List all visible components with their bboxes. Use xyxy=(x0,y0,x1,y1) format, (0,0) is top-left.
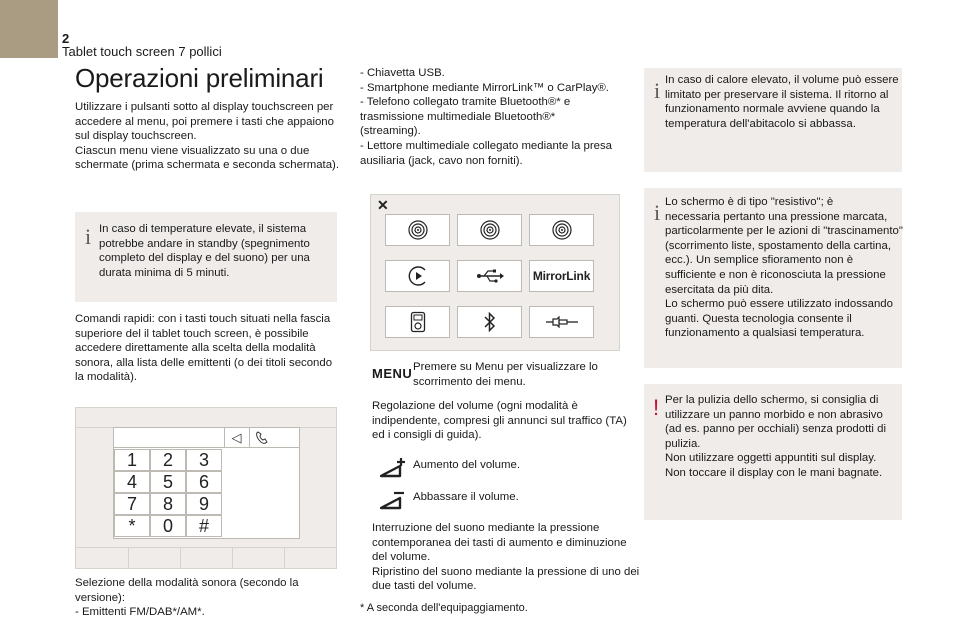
page-title: Operazioni preliminari xyxy=(75,63,324,93)
menu-label: MENU xyxy=(372,366,413,381)
text-line: Ripristino del suono mediante la pressione di uno dei xyxy=(372,565,640,578)
radio-fm-icon xyxy=(385,214,450,246)
text-line: del volume. xyxy=(372,551,431,564)
selection-paragraph xyxy=(75,576,299,620)
text-line: Abbassare il volume. xyxy=(413,491,519,503)
note-text xyxy=(665,393,886,481)
keypad-key: 8 xyxy=(150,493,186,515)
intro-paragraph xyxy=(75,100,339,173)
text-line: indipendente, compresi gli annunci sul traffico (TA) xyxy=(372,414,627,427)
text-line: sonora, alla lista delle emittenti (o dei titoli secondo xyxy=(75,356,333,369)
volume-down-text xyxy=(413,490,519,505)
text-line: In caso di temperature elevate, il sistema xyxy=(99,223,307,235)
volume-up-text xyxy=(413,458,520,473)
dial-keypad xyxy=(113,427,300,539)
text-line: sufficiente e non è riconosciuta la pressione xyxy=(665,268,886,281)
keypad-top-bar xyxy=(114,428,299,448)
text-line: accedere direttamente alla scelta della modalità xyxy=(75,342,316,355)
note-text xyxy=(665,73,899,131)
text-line: Non utilizzare oggetti appuntiti sul display. xyxy=(665,452,877,465)
bluetooth-icon xyxy=(457,306,522,338)
source-list xyxy=(360,66,612,168)
keypad-key: # xyxy=(186,515,222,537)
shortcuts-paragraph xyxy=(75,312,332,385)
page-number: 2 xyxy=(62,31,70,46)
text-line: Selezione della modalità sonora (secondo la xyxy=(75,577,299,589)
section-tab-block xyxy=(0,0,58,58)
radio-dab-icon xyxy=(457,214,522,246)
text-line: due tasti del volume. xyxy=(372,580,477,593)
close-x-icon: ✕ xyxy=(377,197,389,213)
section-title: Tablet touch screen 7 pollici xyxy=(62,44,222,59)
text-line: sul display touchscreen. xyxy=(75,130,197,143)
list-item: - Lettore multimediale collegato mediante la presa xyxy=(360,139,612,152)
volume-up-icon xyxy=(380,458,406,478)
info-note-standby xyxy=(75,212,337,302)
text-line: Utilizzare i pulsanti sotto al display touchscreen per xyxy=(75,101,334,113)
keypad-key: 1 xyxy=(114,449,150,471)
source-selection-illustration xyxy=(370,194,620,351)
text-line: limitato per preservare il sistema. Il ritorno al xyxy=(665,88,889,101)
text-line: Regolazione del volume (ogni modalità è xyxy=(372,400,578,412)
text-line: accedere al menu, poi premere i tasti che appaiono xyxy=(75,115,334,128)
keypad-key: 9 xyxy=(186,493,222,515)
text-line: Interruzione del suono mediante la pressione xyxy=(372,522,600,534)
text-line: necessaria pertanto una pressione marcata, xyxy=(665,210,888,223)
radio-am-icon xyxy=(529,214,594,246)
text-line: Comandi rapidi: con i tasti touch situati nella fascia xyxy=(75,313,331,325)
info-icon: i xyxy=(85,224,92,249)
text-line: funzionamento a qualsiasi temperatura. xyxy=(665,327,865,340)
text-line: utilizzare un panno morbido e non abrasivo xyxy=(665,408,883,421)
text-line: versione): xyxy=(75,591,126,604)
list-item: trasmissione multimediale Bluetooth®* xyxy=(360,110,556,123)
list-item: - Telefono collegato tramite Bluetooth®* e xyxy=(360,96,571,109)
text-line: pulizia. xyxy=(665,437,701,450)
usb-icon xyxy=(457,260,522,292)
text-line: schermate (prima schermata e seconda schermata). xyxy=(75,159,339,172)
keypad-screen-illustration xyxy=(75,407,337,569)
keypad-key: 7 xyxy=(114,493,150,515)
text-line: completo del display e del suono) per una xyxy=(99,252,310,265)
keypad-key: 4 xyxy=(114,471,150,493)
info-note-resistive xyxy=(644,188,902,368)
text-line: (scorrimento liste, spostamento della cartina, xyxy=(665,239,892,252)
play-icon xyxy=(385,260,450,292)
info-icon: i xyxy=(654,78,661,103)
keypad-key: 3 xyxy=(186,449,222,471)
aux-jack-icon xyxy=(529,306,594,338)
keypad-key: 2 xyxy=(150,449,186,471)
mirrorlink-logo xyxy=(529,260,594,292)
text-line: Aumento del volume. xyxy=(413,459,521,471)
warning-icon: ! xyxy=(653,395,660,420)
list-item: - Chiavetta USB. xyxy=(360,67,445,79)
text-line: Lo schermo è di tipo "resistivo"; è xyxy=(665,196,834,208)
text-line: ed i consigli di guida). xyxy=(372,429,482,442)
text-line: temperatura dell'abitacolo si abbassa. xyxy=(665,117,856,130)
text-line: Per la pulizia dello schermo, si consiglia di xyxy=(665,394,879,406)
text-line: esercitata da più dita. xyxy=(665,283,774,296)
keypad-key: * xyxy=(114,515,150,537)
text-line: In caso di calore elevato, il volume può essere xyxy=(665,74,899,86)
warning-note-cleaning xyxy=(644,384,902,520)
keypad-key: 0 xyxy=(150,515,186,537)
phone-handset-icon xyxy=(249,428,273,448)
keypad-key: 5 xyxy=(150,471,186,493)
mute-paragraph xyxy=(372,521,639,594)
info-note-heat xyxy=(644,68,902,172)
backspace-triangle-icon: ◁ xyxy=(224,428,248,448)
text-line: Lo schermo può essere utilizzato indossando xyxy=(665,298,893,311)
text-line: contemporanea dei tasti di aumento e diminuzione xyxy=(372,536,627,549)
menu-paragraph xyxy=(413,360,598,389)
text-line: - Emittenti FM/DAB*/AM*. xyxy=(75,606,205,619)
text-line: Non toccare il display con le mani bagnate. xyxy=(665,466,883,479)
text-line: funzionamento normale avviene quando la xyxy=(665,103,880,116)
list-item: - Smartphone mediante MirrorLink™ o CarPlay®. xyxy=(360,81,609,94)
footnote: * A seconda dell'equipaggiamento. xyxy=(360,602,528,614)
info-icon: i xyxy=(654,200,661,225)
text-line: guanti. Questa tecnologia consente il xyxy=(665,312,852,325)
text-line: la modalità). xyxy=(75,371,138,384)
volume-paragraph xyxy=(372,399,627,443)
volume-down-icon xyxy=(380,490,406,510)
text-line: potrebbe andare in standby (spegnimento xyxy=(99,237,310,250)
note-text xyxy=(99,222,310,280)
mirrorlink-label: MirrorLink xyxy=(532,269,591,283)
note-text xyxy=(665,195,903,341)
ipod-speaker-icon xyxy=(385,306,450,338)
text-line: ecc.). Un semplice sfioramento non è xyxy=(665,254,854,267)
text-line: Ciascun menu viene visualizzato su una o due xyxy=(75,144,310,157)
text-line: particolarmente per le azioni di "trascinamento" xyxy=(665,225,903,238)
list-item: ausiliaria (jack, cavo non forniti). xyxy=(360,154,523,167)
text-line: scorrimento dei menu. xyxy=(413,375,526,388)
keypad-key: 6 xyxy=(186,471,222,493)
list-item: (streaming). xyxy=(360,125,421,138)
text-line: durata minima di 5 minuti. xyxy=(99,266,230,279)
text-line: (ad es. panno per occhiali) senza prodotti di xyxy=(665,423,886,436)
text-line: superiore del il tablet touch screen, è possibile xyxy=(75,327,309,340)
text-line: Premere su Menu per visualizzare lo xyxy=(413,361,598,373)
